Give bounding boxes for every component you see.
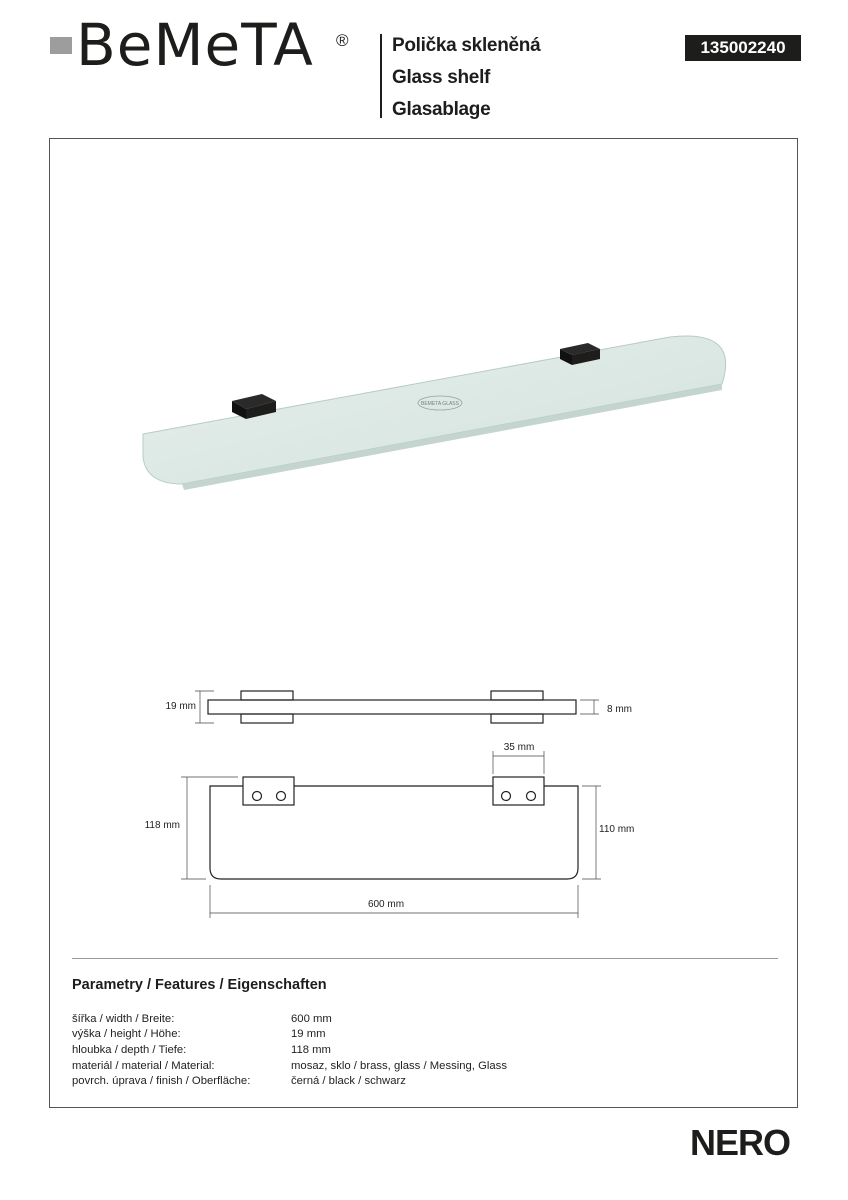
registered-mark: ® <box>336 31 349 50</box>
side-bracket-left-top <box>241 691 293 700</box>
dim-thickness-label: 8 mm <box>607 704 632 715</box>
side-bracket-right-bottom <box>491 714 543 723</box>
features-title: Parametry / Features / Eigenschaften <box>72 977 327 993</box>
product-photo <box>50 139 797 559</box>
side-view <box>208 691 576 723</box>
dim-bracket-line <box>493 751 544 774</box>
dim-depth-label: 118 mm <box>144 820 180 831</box>
top-view <box>210 777 578 879</box>
dim-bracket-label: 35 mm <box>503 742 535 753</box>
dim-thickness-line <box>580 700 599 714</box>
technical-drawing <box>50 650 797 940</box>
dim-height-label: 19 mm <box>165 701 196 712</box>
logo-square <box>50 37 72 54</box>
product-titles <box>392 30 540 126</box>
spec-value: černá / black / schwarz <box>291 1075 406 1087</box>
glass-shelf <box>143 336 726 490</box>
side-view-glass <box>208 700 576 714</box>
top-bracket-right <box>493 777 544 805</box>
side-bracket-right-top <box>491 691 543 700</box>
title-english: Glass shelf <box>392 67 491 88</box>
series-name: NERO <box>690 1122 791 1163</box>
glass-logo-text: BEMETA GLASS <box>421 401 459 407</box>
brand-logo: BeMeTA <box>76 11 314 79</box>
spec-label: materiál / material / Material: <box>72 1060 215 1072</box>
spec-value: 118 mm <box>291 1044 331 1056</box>
spec-label: hloubka / depth / Tiefe: <box>72 1044 187 1056</box>
spec-value: 19 mm <box>291 1028 326 1040</box>
spec-label: povrch. úprava / finish / Oberfläche: <box>72 1075 251 1087</box>
title-czech: Polička skleněná <box>392 35 541 56</box>
dim-inner-depth-label: 110 mm <box>599 824 635 835</box>
dim-width-label: 600 mm <box>367 899 405 910</box>
product-code-badge: 135002240 <box>685 35 801 61</box>
side-bracket-left-bottom <box>241 714 293 723</box>
spec-value: 600 mm <box>291 1013 332 1025</box>
title-divider <box>380 34 382 118</box>
spec-label: šířka / width / Breite: <box>72 1013 175 1025</box>
top-bracket-left <box>243 777 294 805</box>
dim-height-line <box>195 691 214 723</box>
spec-value: mosaz, sklo / brass, glass / Messing, Glass <box>291 1060 507 1072</box>
features-separator <box>72 958 778 959</box>
title-german: Glasablage <box>392 99 491 120</box>
spec-label: výška / height / Höhe: <box>72 1028 181 1040</box>
